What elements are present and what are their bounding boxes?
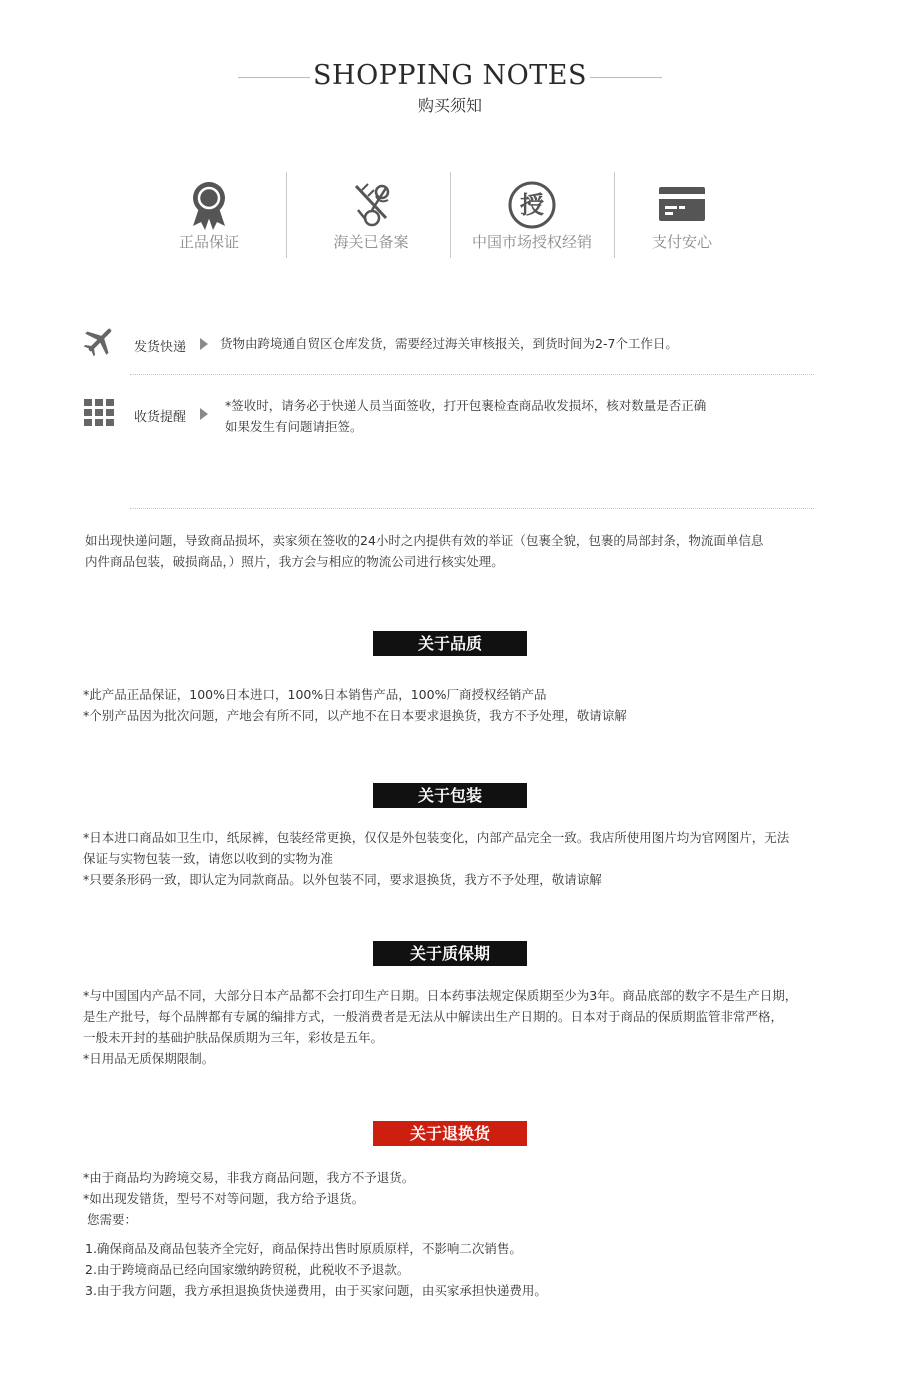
feature-payment — [600, 178, 764, 258]
section-packaging-heading: 关于包装 — [373, 783, 527, 808]
receiving-line: *签收时，请务必于快递人员当面签收，打开包裹检查商品收发损坏，核对数量是否正确 — [225, 398, 707, 413]
shelf-life-line: *与中国国内产品不同，大部分日本产品都不会打印生产日期。日本药事法规定保质期至少为3年。商品底部的数字不是生产日期， — [83, 988, 798, 1003]
receiving-text — [225, 395, 706, 437]
page-title: SHOPPING NOTES — [313, 60, 587, 91]
feature-authorized — [450, 178, 614, 258]
returns-step: 3.由于我方问题，我方承担退换货快递费用，由于买家问题，由买家承担快递费用。 — [85, 1283, 547, 1298]
packaging-line: 保证与实物包装一致，请您以收到的实物为准 — [83, 851, 334, 866]
airplane-icon — [83, 323, 117, 361]
customs-key-icon — [346, 180, 396, 234]
returns-text — [83, 1167, 828, 1230]
receiving-arrow-icon — [200, 408, 208, 420]
quality-line: *个别产品因为批次问题，产地会有所不同，以产地不在日本要求退换货，我方不予处理，敬请谅解 — [83, 708, 627, 723]
credit-card-icon — [658, 186, 706, 228]
shipping-label: 发货快递 — [134, 340, 187, 355]
damage-line: 内件商品包装，破损商品，）照片，我方会与相应的物流公司进行核实处理。 — [85, 554, 504, 569]
packaging-text — [83, 827, 828, 890]
returns-step: 1.确保商品及商品包装齐全完好，商品保持出售时原质原样，不影响二次销售。 — [85, 1241, 522, 1256]
damage-line: 如出现快递问题，导致商品损坏，卖家须在签收的24小时之内提供有效的举证（包裹全貌，包裹的局部封条，物流面单信息 — [85, 533, 764, 548]
quality-text — [83, 684, 828, 726]
feature-genuine — [127, 178, 291, 258]
shipping-arrow-icon — [200, 338, 208, 350]
shipping-text: 货物由跨境通自贸区仓库发货，需要经过海关审核报关，到货时间为2-7个工作日。 — [220, 336, 678, 351]
quality-line: *此产品正品保证，100%日本进口，100%日本销售产品，100%厂商授权经销产品 — [83, 687, 547, 702]
feature-label: 正品保证 — [178, 233, 239, 251]
feature-label: 中国市场授权经销 — [471, 233, 592, 251]
shelf-life-text — [83, 985, 828, 1069]
seal-character: 授 — [520, 191, 544, 219]
feature-label: 支付安心 — [651, 233, 712, 251]
section-shelf-life-heading: 关于质保期 — [373, 941, 527, 966]
grid-icon — [84, 399, 114, 431]
feature-label: 海关已备案 — [333, 233, 409, 251]
section-quality-heading: 关于品质 — [373, 631, 527, 656]
returns-line: 您需要： — [83, 1212, 137, 1227]
returns-steps — [85, 1238, 830, 1301]
row-divider — [130, 508, 814, 509]
packaging-line: *只要条形码一致，即认定为同款商品。以外包装不同，要求退换货，我方不予处理，敬请谅解 — [83, 872, 602, 887]
shelf-life-line: *日用品无质保期限制。 — [83, 1051, 215, 1066]
shelf-life-line: 一般未开封的基础护肤品保质期为三年，彩妆是五年。 — [83, 1030, 384, 1045]
section-returns-heading: 关于退换货 — [373, 1121, 527, 1146]
authorized-seal-icon — [506, 180, 558, 234]
receiving-label: 收货提醒 — [134, 410, 187, 425]
page-subtitle: 购买须知 — [417, 96, 482, 115]
award-ribbon-icon — [189, 180, 229, 234]
feature-customs — [289, 178, 453, 258]
returns-step: 2.由于跨境商品已经向国家缴纳跨贸税，此税收不予退款。 — [85, 1262, 410, 1277]
packaging-line: *日本进口商品如卫生巾，纸尿裤，包装经常更换，仅仅是外包装变化，内部产品完全一致。我店所使用图片均为官网图片，无法 — [83, 830, 790, 845]
returns-line: *如出现发错货，型号不对等问题，我方给予退货。 — [83, 1191, 365, 1206]
shelf-life-line: 是生产批号，每个品牌都有专属的编排方式，一般消费者是无法从中解读出生产日期的。日本对于商品的保质期监管非常严格， — [83, 1009, 784, 1024]
receiving-line: 如果发生有问题请拒签。 — [225, 419, 363, 434]
feature-divider — [286, 172, 287, 258]
returns-line: *由于商品均为跨境交易，非我方商品问题，我方不予退货。 — [83, 1170, 415, 1185]
row-divider — [130, 374, 814, 375]
damage-note — [85, 530, 763, 572]
